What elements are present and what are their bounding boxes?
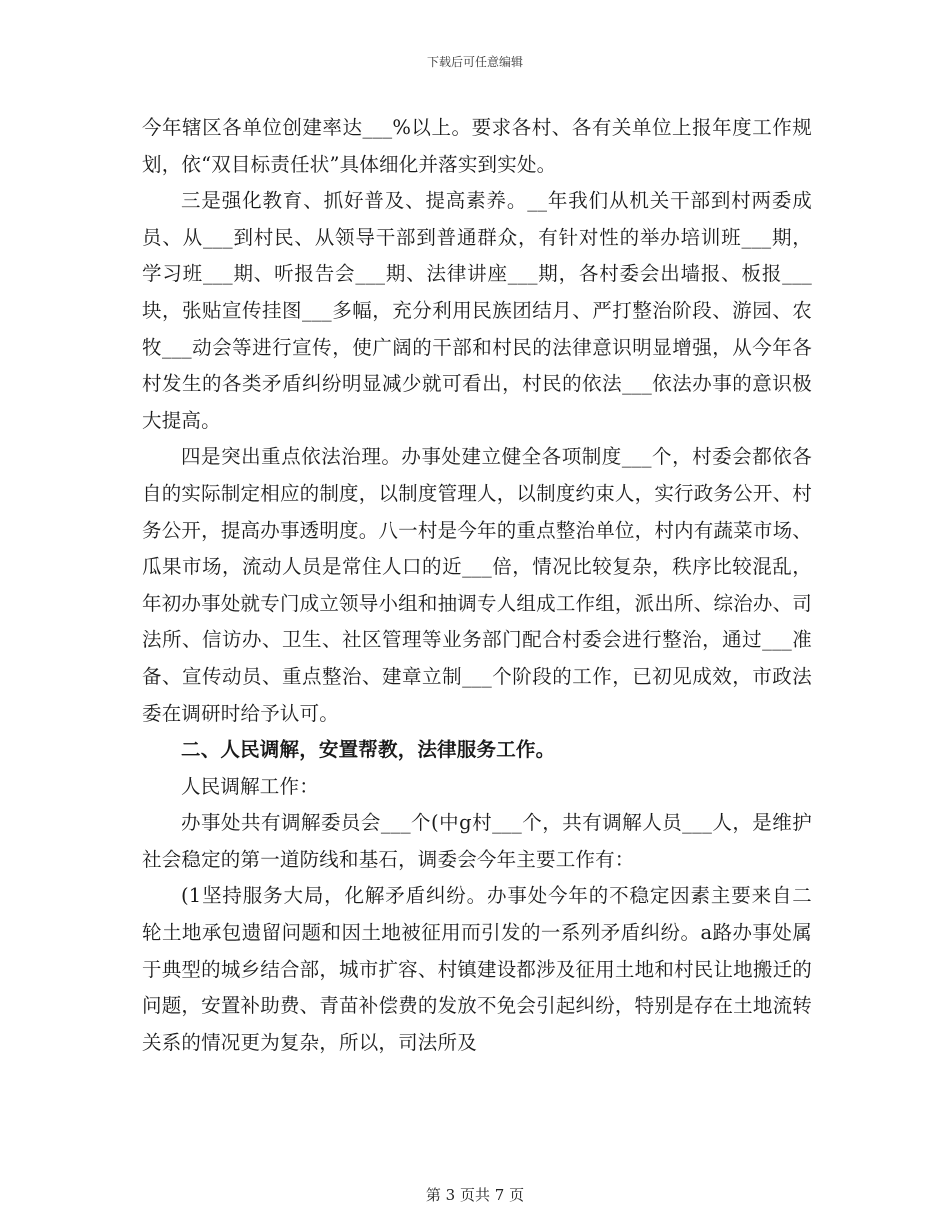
paragraph-3: 四是突出重点依法治理。办事处建立健全各项制度___个，村委会都依各自的实际制定相应的制度，以制度管理人，以制度约束人，实行政务公开、村务公开，提高办事透明度。八一村是今年的重点整治单位，村内有蔬菜市场、瓜果市场，流动人员是常住人口的近___倍，情况比较复杂，秩序比较混乱，年初办事处就专门成立领导小组和抽调专人组成工作组，派出所、综治办、司法所、信访办、卫生、社区管理等业务部门配合村委会进行整治，通过___准备、宣传动员、重点整治、建章立制___个阶段的工作，已初见成效，市政法委在调研时给予认可。: [142, 445, 812, 725]
page-header: 下载后可任意编辑: [426, 55, 523, 69]
paragraph-4: 办事处共有调解委员会___个(中g村___个，共有调解人员___人，是维护社会稳定的第一道防线和基石，调委会今年主要工作有：: [142, 811, 812, 871]
section-heading: 二、人民调解，安置帮教，法律服务工作。: [181, 738, 556, 762]
paragraph-1: 今年辖区各单位创建率达___%以上。要求各村、各有关单位上报年度工作规划，依“双目标责任状”具体细化并落实到实处。: [142, 116, 812, 176]
paragraph-2: 三是强化教育、抓好普及、提高素养。__年我们从机关干部到村两委成员、从___到村民、从领导干部到普通群众，有针对性的举办培训班___期，学习班___期、听报告会___期、法律讲座___期，各村委会出墙报、板报___块，张贴宣传挂图___多幅，充分利用民族团结月、严打整治阶段、游园、农牧___动会等进行宣传，使广阔的干部和村民的法律意识明显增强，从今年各村发生的各类矛盾纠纷明显减少就可看出，村民的依法___依法办事的意识极大提高。: [142, 189, 812, 432]
subsection-title: 人民调解工作：: [181, 774, 319, 798]
page-footer: 第 3 页共 7 页: [425, 1186, 525, 1204]
paragraph-5: (1坚持服务大局，化解矛盾纠纷。办事处今年的不稳定因素主要来自二轮土地承包遗留问题和因土地被征用而引发的一系列矛盾纠纷。a路办事处属于典型的城乡结合部，城市扩容、村镇建设都涉及征用土地和村民让地搬迁的问题，安置补助费、青苗补偿费的发放不免会引起纠纷，特别是存在土地流转关系的情况更为复杂，所以，司法所及: [142, 884, 812, 1054]
document-body: [142, 110, 812, 1061]
